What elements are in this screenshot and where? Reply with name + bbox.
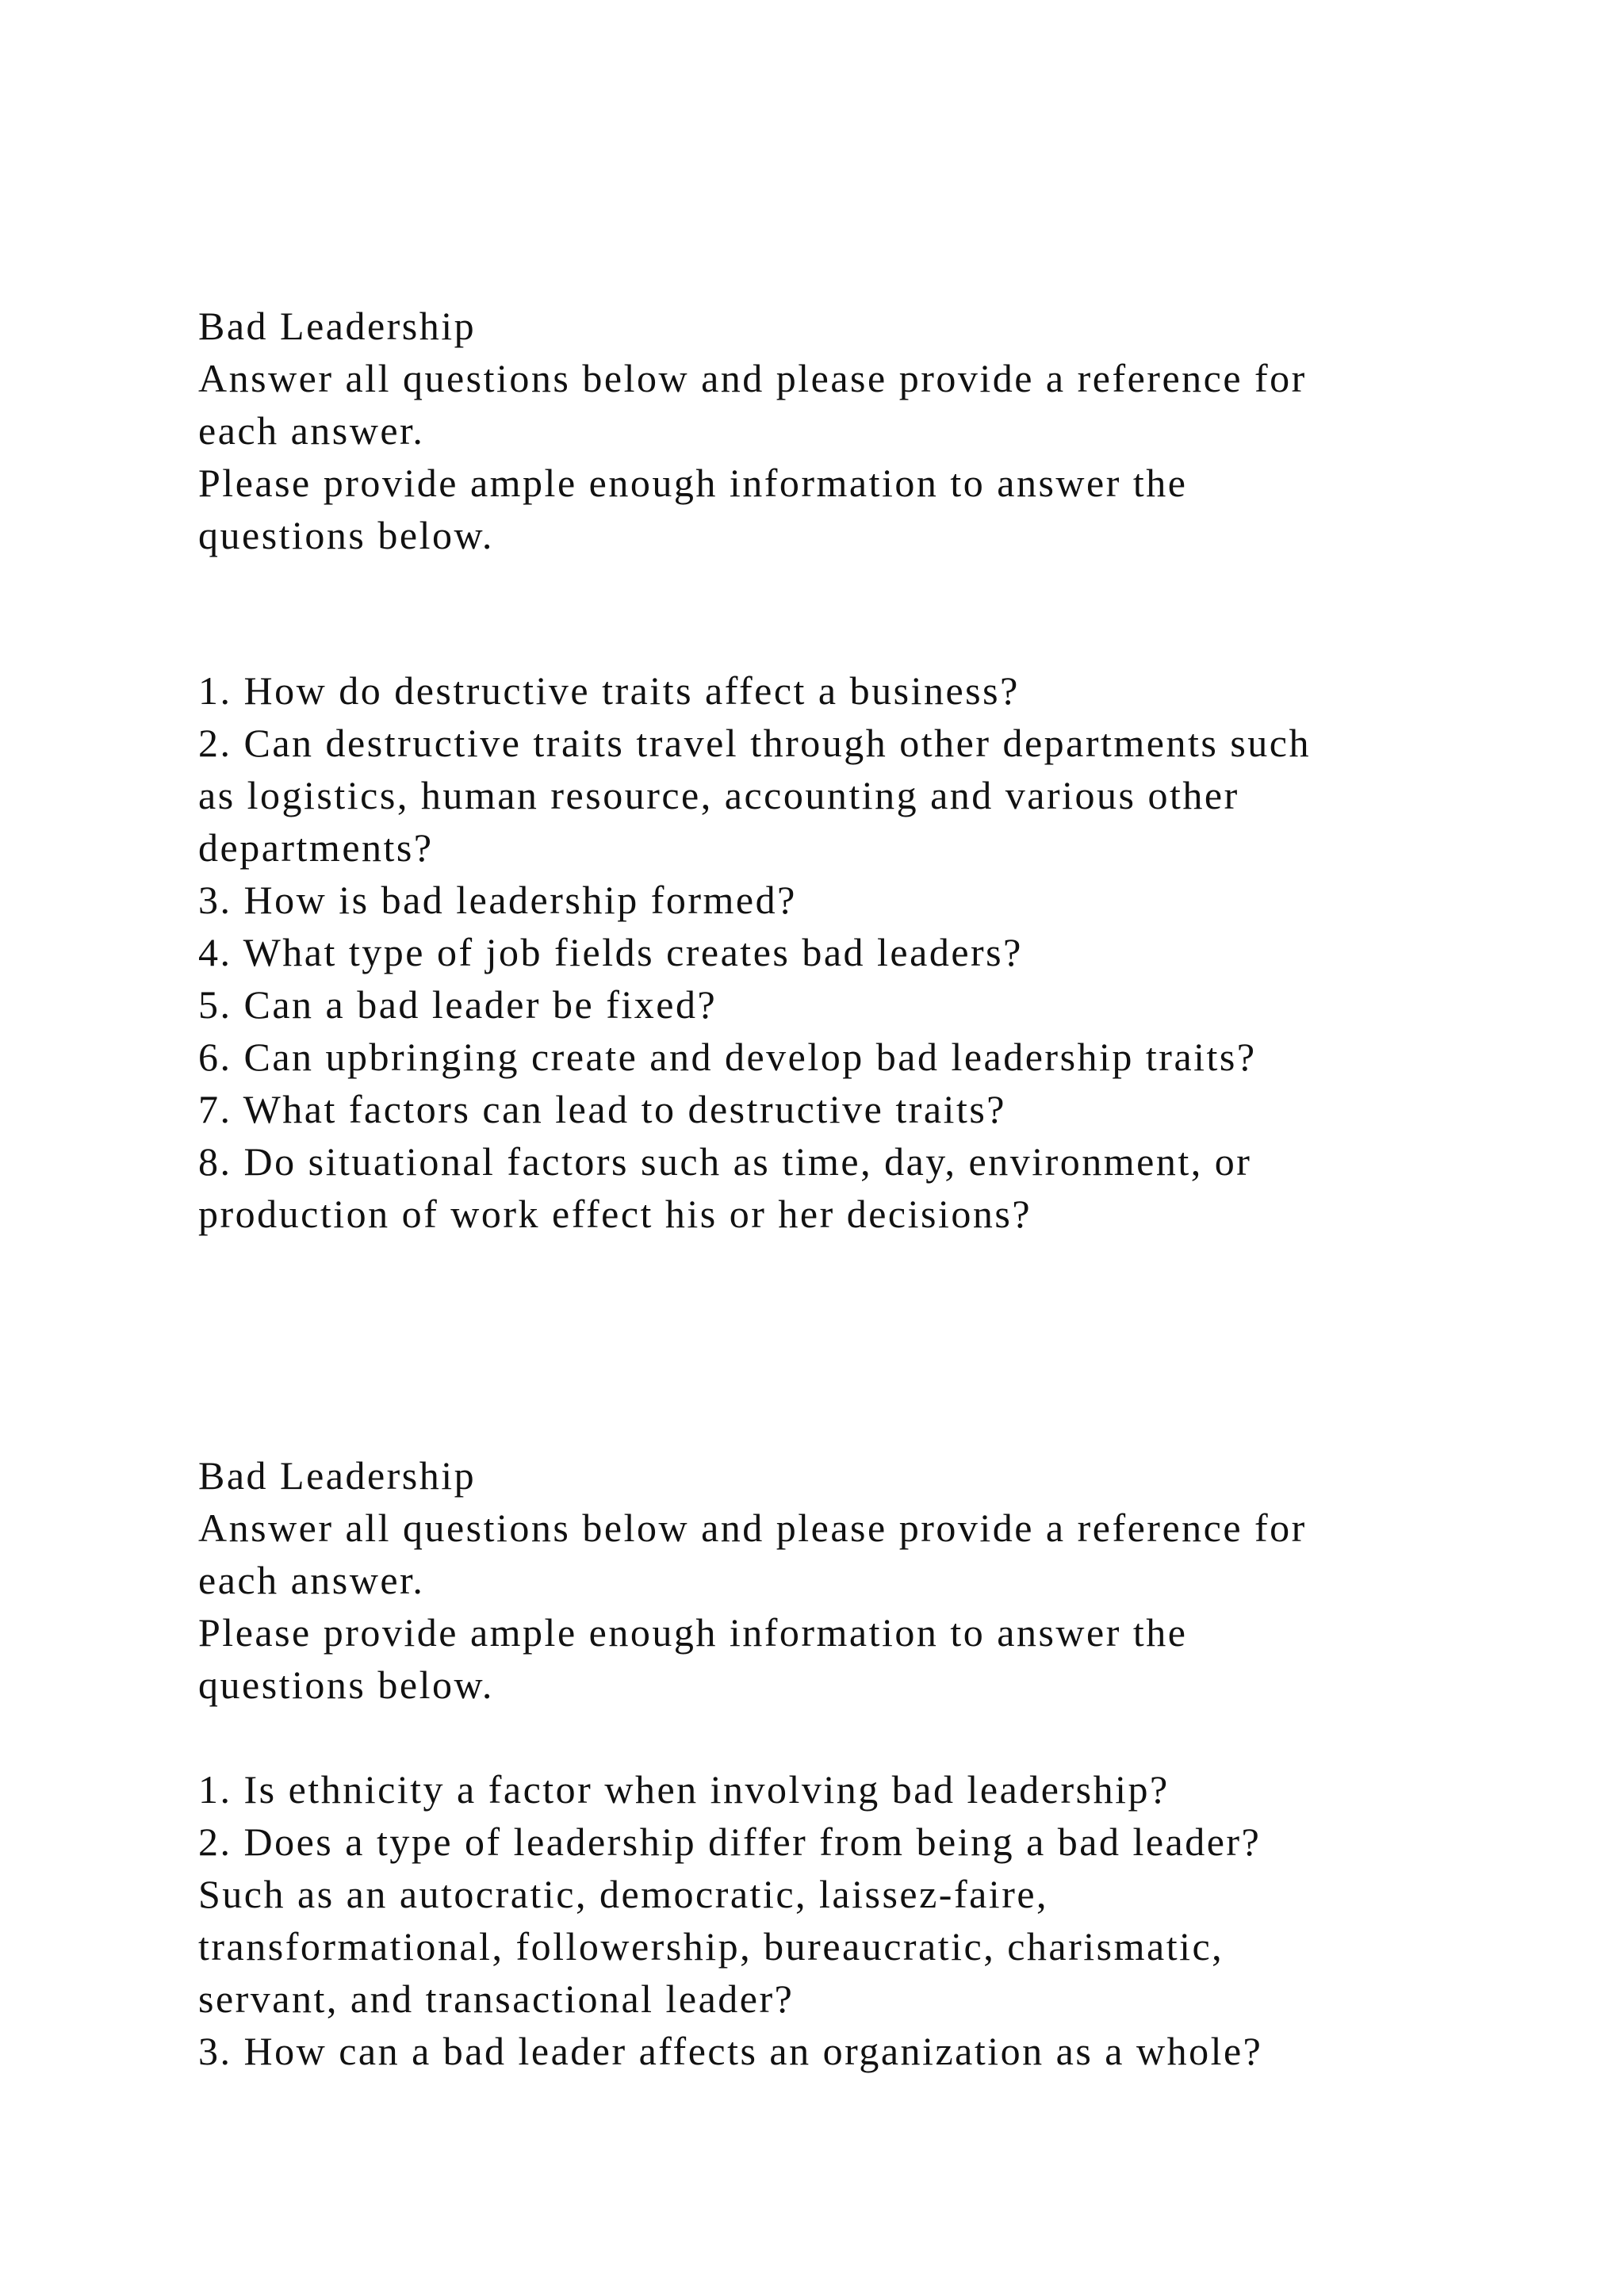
- instruction-line: each answer.: [198, 1558, 425, 1602]
- question-line: Such as an autocratic, democratic, laissez-faire,: [198, 1872, 1049, 1916]
- question-line: 1. How do destructive traits affect a business?: [198, 668, 1020, 713]
- instruction-line: Please provide ample enough information to answer the: [198, 1610, 1188, 1655]
- question-line: 5. Can a bad leader be fixed?: [198, 982, 718, 1027]
- instruction-line: Please provide ample enough information to answer the: [198, 461, 1188, 505]
- question-line: 4. What type of job fields creates bad leaders?: [198, 930, 1023, 974]
- question-line: 2. Can destructive traits travel through other departments such: [198, 721, 1311, 765]
- question-line: 6. Can upbringing create and develop bad leadership traits?: [198, 1035, 1257, 1079]
- instruction-line: Answer all questions below and please provide a reference for: [198, 356, 1307, 400]
- question-line: 1. Is ethnicity a factor when involving bad leadership?: [198, 1767, 1170, 1812]
- section-title: Bad Leadership: [198, 1453, 477, 1498]
- instruction-line: Answer all questions below and please provide a reference for: [198, 1506, 1307, 1550]
- question-line: production of work effect his or her decisions?: [198, 1192, 1032, 1236]
- instruction-line: questions below.: [198, 1663, 494, 1707]
- question-line: 7. What factors can lead to destructive traits?: [198, 1087, 1006, 1131]
- question-line: transformational, followership, bureaucratic, charismatic,: [198, 1924, 1224, 1969]
- section-title: Bad Leadership: [198, 304, 477, 348]
- question-line: servant, and transactional leader?: [198, 1976, 795, 2021]
- instruction-line: questions below.: [198, 513, 494, 557]
- question-line: 8. Do situational factors such as time, day, environment, or: [198, 1139, 1252, 1184]
- question-line: as logistics, human resource, accounting and various other: [198, 773, 1239, 817]
- question-line: 3. How can a bad leader affects an organization as a whole?: [198, 2029, 1263, 2073]
- question-line: 2. Does a type of leadership differ from being a bad leader?: [198, 1820, 1262, 1864]
- instruction-line: each answer.: [198, 408, 425, 453]
- question-line: departments?: [198, 825, 434, 870]
- question-line: 3. How is bad leadership formed?: [198, 878, 797, 922]
